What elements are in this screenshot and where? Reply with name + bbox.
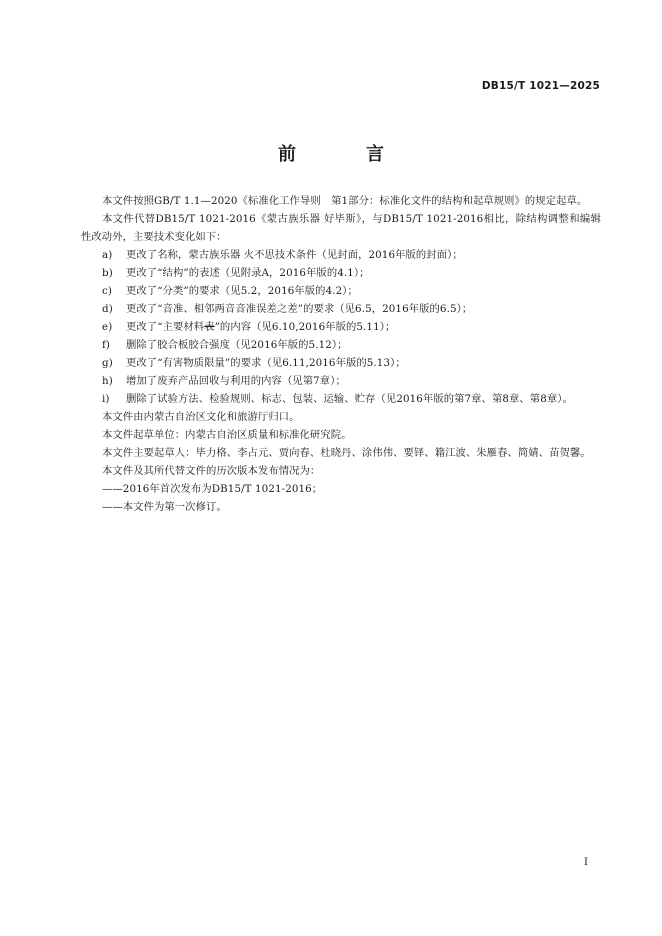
list-item-text: 更改了“分类”的要求（见5.2，2016年版的4.2）； [126, 285, 358, 297]
version-history-paragraph: 本文件及其所代替文件的历次版本发布情况为： [102, 465, 321, 477]
list-item-label: i) [102, 393, 110, 405]
struck-text: 表 [204, 321, 215, 333]
list-item [81, 246, 601, 264]
version-history-item: ——本文件为第一次修订。 [102, 501, 227, 513]
version-history-item: ——2016年首次发布为DB15/T 1021-2016； [102, 483, 323, 495]
list-item-label: a) [102, 249, 113, 261]
list-item-text: 更改了“结构”的表述（见附录A，2016年版的4.1）； [126, 267, 370, 279]
list-item [81, 354, 601, 372]
list-item-text-after: ”的内容（见6.10,2016年版的5.11）； [214, 321, 396, 333]
list-item-label: c) [102, 285, 112, 297]
list-item-text: 删除了胶合板胶合强度（见2016年版的5.12）； [126, 339, 348, 351]
drafters-paragraph: 本文件主要起草人：毕力格、李占元、贾向春、杜晓丹、涂伟伟、要铎、籍江波、朱雁春、简婧、苗贺馨。 [102, 447, 591, 459]
responsible-body-paragraph: 本文件由内蒙古自治区文化和旅游厅归口。 [102, 411, 300, 423]
list-item [81, 282, 601, 300]
page-number: I [584, 857, 588, 868]
list-item-label: h) [102, 375, 113, 387]
drafting-unit-paragraph: 本文件起草单位：内蒙古自治区质量和标准化研究院。 [102, 429, 352, 441]
list-item [81, 264, 601, 282]
list-item-label: e) [102, 321, 113, 333]
list-item-label: d) [102, 303, 113, 315]
list-item-text [126, 318, 601, 336]
list-item-label: g) [102, 357, 113, 369]
list-item [81, 372, 601, 390]
document-code: DB15/T 1021—2025 [481, 80, 600, 92]
list-item-text: 增加了废弃产品回收与利用的内容（见第7章）； [126, 375, 346, 387]
list-item [81, 300, 601, 318]
list-item-text: 删除了试验方法、检验规则、标志、包装、运输、贮存（见2016年版的第7章、第8章、第8章）。 [126, 393, 573, 405]
list-item [81, 318, 601, 336]
list-item [81, 390, 601, 408]
replacement-paragraph: 本文件代替DB15/T 1021-2016《蒙古族乐器 好毕斯》，与DB15/T 1021-2016相比，除结构调整和编辑性改动外，主要技术变化如下： [81, 213, 601, 243]
list-item-label: b) [102, 267, 113, 279]
list-item-text: 更改了“音准、相邻两音音准误差之差”的要求（见6.5，2016年版的6.5）； [126, 303, 473, 315]
list-item-text: 更改了名称，蒙古族乐器 火不思技术条件（见封面，2016年版的封面）； [126, 249, 463, 261]
list-item-label: f) [102, 339, 111, 351]
list-item-text-before: 更改了“主要材料 [126, 321, 205, 333]
document-body [81, 192, 601, 516]
drafting-basis-paragraph: 本文件按照GB/T 1.1—2020《标准化工作导则 第1部分：标准化文件的结构和起草规则》的规定起草。 [102, 195, 588, 207]
page-title: 前 言 [278, 144, 410, 165]
list-item-text: 更改了“有害物质限量”的要求（见6.11,2016年版的5.13）； [126, 357, 406, 369]
list-item [81, 336, 601, 354]
